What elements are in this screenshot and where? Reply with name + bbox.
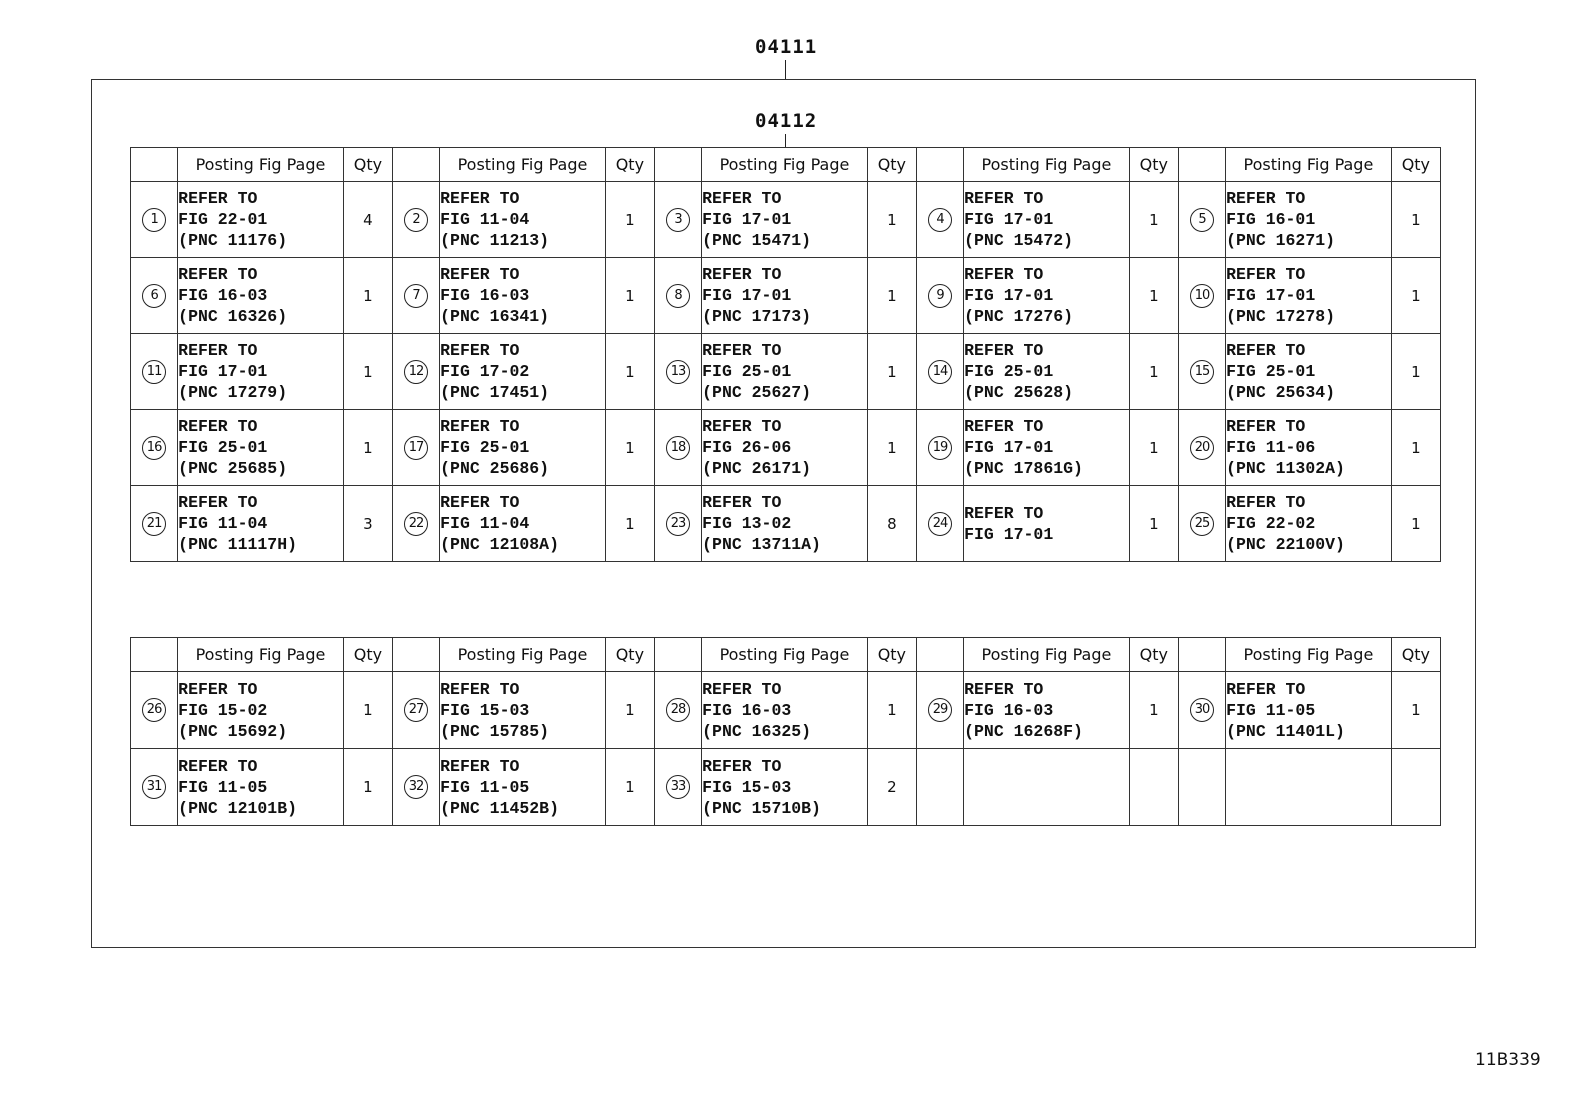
fig-reference: FIG 17-01 <box>178 362 268 381</box>
table-row <box>131 486 1441 562</box>
ref-number-circle: 27 <box>404 698 428 722</box>
pnc-reference: (PNC 16325) <box>702 721 812 741</box>
fig-reference: FIG 17-01 <box>702 286 792 305</box>
ref-number-circle: 20 <box>1190 436 1214 460</box>
posting-fig-page-cell <box>1226 749 1392 826</box>
refer-to-text: REFER TO <box>440 341 520 360</box>
qty-cell: 1 <box>867 182 916 258</box>
posting-fig-page-header: Posting Fig Page <box>178 638 344 672</box>
table-header-row <box>131 148 1441 182</box>
posting-fig-page-cell <box>1226 672 1392 749</box>
parts-reference-table-2 <box>130 637 1441 826</box>
posting-fig-page-cell <box>440 486 606 562</box>
ref-number-circle: 7 <box>404 284 428 308</box>
refer-to-text: REFER TO <box>702 341 782 360</box>
refer-to-text: REFER TO <box>964 189 1044 208</box>
ref-number-cell <box>654 410 701 486</box>
posting-fig-page-cell <box>702 486 868 562</box>
table-header-row <box>131 638 1441 672</box>
inner-leader-line <box>785 134 786 148</box>
fig-reference: FIG 17-01 <box>964 210 1054 229</box>
fig-reference: FIG 11-04 <box>440 514 530 533</box>
posting-fig-page-cell <box>178 410 344 486</box>
ref-number-cell <box>392 749 439 826</box>
qty-cell: 1 <box>605 182 654 258</box>
ref-number-circle: 17 <box>404 436 428 460</box>
qty-cell: 1 <box>1391 672 1440 749</box>
table-row <box>131 334 1441 410</box>
posting-fig-page-cell <box>964 258 1130 334</box>
refer-to-text: REFER TO <box>440 265 520 284</box>
qty-cell: 4 <box>343 182 392 258</box>
ref-number-cell <box>392 334 439 410</box>
pnc-reference: (PNC 13711A) <box>702 535 821 554</box>
fig-reference: FIG 11-05 <box>178 777 268 797</box>
posting-fig-page-cell <box>964 334 1130 410</box>
posting-fig-page-cell <box>440 749 606 826</box>
ref-number-cell <box>392 486 439 562</box>
posting-fig-page-cell <box>178 258 344 334</box>
refer-to-text: REFER TO <box>178 493 258 512</box>
refer-to-text: REFER TO <box>702 265 782 284</box>
qty-cell: 1 <box>867 672 916 749</box>
ref-number-circle: 6 <box>142 284 166 308</box>
pnc-reference: (PNC 25627) <box>702 383 812 402</box>
pnc-reference: (PNC 11302A) <box>1226 459 1345 478</box>
pnc-reference: (PNC 16268F) <box>964 721 1083 741</box>
posting-fig-page-cell <box>178 486 344 562</box>
fig-reference: FIG 15-02 <box>178 700 268 720</box>
posting-fig-page-cell <box>964 672 1130 749</box>
posting-fig-page-header: Posting Fig Page <box>964 148 1130 182</box>
ref-number-circle: 12 <box>404 360 428 384</box>
fig-reference: FIG 17-01 <box>964 286 1054 305</box>
posting-fig-page-cell <box>964 182 1130 258</box>
outer-leader-line <box>785 60 786 79</box>
fig-reference: FIG 15-03 <box>702 777 792 797</box>
pnc-reference: (PNC 16271) <box>1226 231 1336 250</box>
pnc-reference: (PNC 16326) <box>178 307 288 326</box>
ref-number-cell <box>654 486 701 562</box>
posting-fig-page-cell <box>1226 182 1392 258</box>
ref-number-header <box>131 148 178 182</box>
qty-cell: 1 <box>343 334 392 410</box>
qty-header: Qty <box>343 638 392 672</box>
ref-number-cell <box>654 182 701 258</box>
ref-number-header <box>654 148 701 182</box>
pnc-reference: (PNC 11401L) <box>1226 721 1345 741</box>
ref-number-cell <box>916 486 963 562</box>
pnc-reference: (PNC 15692) <box>178 721 288 741</box>
ref-number-circle: 2 <box>404 208 428 232</box>
pnc-reference: (PNC 25686) <box>440 459 550 478</box>
ref-number-circle: 9 <box>928 284 952 308</box>
refer-to-text: REFER TO <box>440 679 520 699</box>
refer-to-text: REFER TO <box>964 265 1044 284</box>
fig-reference: FIG 16-01 <box>1226 210 1316 229</box>
fig-reference: FIG 16-03 <box>440 286 530 305</box>
fig-reference: FIG 13-02 <box>702 514 792 533</box>
posting-fig-page-cell <box>702 334 868 410</box>
table-row <box>131 749 1441 826</box>
refer-to-text: REFER TO <box>964 679 1044 699</box>
posting-fig-page-cell <box>440 182 606 258</box>
figure-code: 11B339 <box>1475 1050 1541 1070</box>
ref-number-circle: 28 <box>666 698 690 722</box>
posting-fig-page-header: Posting Fig Page <box>964 638 1130 672</box>
qty-cell: 1 <box>605 334 654 410</box>
ref-number-cell <box>1178 486 1225 562</box>
refer-to-text: REFER TO <box>1226 679 1306 699</box>
ref-number-circle: 23 <box>666 512 690 536</box>
ref-number-circle: 21 <box>142 512 166 536</box>
refer-to-text: REFER TO <box>702 679 782 699</box>
fig-reference: FIG 25-01 <box>440 438 530 457</box>
refer-to-text: REFER TO <box>1226 265 1306 284</box>
qty-cell: 1 <box>1129 486 1178 562</box>
refer-to-text: REFER TO <box>964 341 1044 360</box>
pnc-reference: (PNC 16341) <box>440 307 550 326</box>
ref-number-circle: 30 <box>1190 698 1214 722</box>
refer-to-text: REFER TO <box>440 493 520 512</box>
ref-number-circle: 13 <box>666 360 690 384</box>
ref-number-header <box>1178 148 1225 182</box>
pnc-reference: (PNC 15710B) <box>702 798 821 818</box>
ref-number-header <box>916 148 963 182</box>
ref-number-cell <box>1178 410 1225 486</box>
ref-number-cell <box>1178 182 1225 258</box>
ref-number-circle: 15 <box>1190 360 1214 384</box>
qty-cell: 1 <box>605 749 654 826</box>
ref-number-circle: 29 <box>928 698 952 722</box>
refer-to-text: REFER TO <box>702 756 782 776</box>
qty-header: Qty <box>343 148 392 182</box>
refer-to-text: REFER TO <box>178 417 258 436</box>
qty-cell: 1 <box>1391 182 1440 258</box>
ref-number-cell <box>131 749 178 826</box>
table-row <box>131 410 1441 486</box>
fig-reference: FIG 15-03 <box>440 700 530 720</box>
pnc-reference: (PNC 17861G) <box>964 459 1083 478</box>
qty-cell: 1 <box>1129 182 1178 258</box>
pnc-reference: (PNC 17279) <box>178 383 288 402</box>
parts-reference-table-1 <box>130 147 1441 562</box>
pnc-reference: (PNC 17276) <box>964 307 1074 326</box>
qty-cell: 1 <box>343 672 392 749</box>
refer-to-text: REFER TO <box>702 417 782 436</box>
fig-reference: FIG 11-04 <box>440 210 530 229</box>
qty-header: Qty <box>867 638 916 672</box>
fig-reference: FIG 11-04 <box>178 514 268 533</box>
refer-to-text: REFER TO <box>178 341 258 360</box>
ref-number-header <box>392 148 439 182</box>
ref-number-circle: 24 <box>928 512 952 536</box>
posting-fig-page-cell <box>178 182 344 258</box>
posting-fig-page-cell <box>440 334 606 410</box>
ref-number-circle: 4 <box>928 208 952 232</box>
ref-number-circle: 1 <box>142 208 166 232</box>
qty-cell: 8 <box>867 486 916 562</box>
posting-fig-page-cell <box>964 486 1130 562</box>
pnc-reference: (PNC 15785) <box>440 721 550 741</box>
ref-number-cell <box>654 672 701 749</box>
fig-reference: FIG 11-05 <box>440 777 530 797</box>
qty-header: Qty <box>1391 638 1440 672</box>
table-row <box>131 182 1441 258</box>
qty-cell: 3 <box>343 486 392 562</box>
ref-number-circle: 5 <box>1190 208 1214 232</box>
refer-to-text: REFER TO <box>1226 341 1306 360</box>
posting-fig-page-cell <box>964 410 1130 486</box>
ref-number-cell <box>392 182 439 258</box>
fig-reference: FIG 26-06 <box>702 438 792 457</box>
ref-number-circle: 14 <box>928 360 952 384</box>
posting-fig-page-header: Posting Fig Page <box>178 148 344 182</box>
refer-to-text: REFER TO <box>178 679 258 699</box>
ref-number-cell <box>1178 334 1225 410</box>
ref-number-circle: 8 <box>666 284 690 308</box>
ref-number-cell <box>1178 258 1225 334</box>
posting-fig-page-cell <box>702 749 868 826</box>
ref-number-cell <box>131 486 178 562</box>
fig-reference: FIG 16-03 <box>964 700 1054 720</box>
refer-to-text: REFER TO <box>440 756 520 776</box>
refer-to-text: REFER TO <box>178 756 258 776</box>
pnc-reference: (PNC 26171) <box>702 459 812 478</box>
refer-to-text: REFER TO <box>964 503 1044 523</box>
qty-cell: 1 <box>1129 672 1178 749</box>
ref-number-cell <box>916 334 963 410</box>
qty-cell: 1 <box>343 410 392 486</box>
ref-number-circle: 22 <box>404 512 428 536</box>
qty-header: Qty <box>1129 638 1178 672</box>
inner-assembly-code: 04112 <box>755 110 818 132</box>
pnc-reference: (PNC 17173) <box>702 307 812 326</box>
ref-number-circle: 31 <box>142 775 166 799</box>
pnc-reference: (PNC 11452B) <box>440 798 559 818</box>
ref-number-header <box>654 638 701 672</box>
ref-number-circle: 11 <box>142 360 166 384</box>
ref-number-cell <box>654 749 701 826</box>
posting-fig-page-header: Posting Fig Page <box>702 148 868 182</box>
posting-fig-page-header: Posting Fig Page <box>440 638 606 672</box>
posting-fig-page-header: Posting Fig Page <box>440 148 606 182</box>
qty-cell: 1 <box>605 672 654 749</box>
qty-cell: 1 <box>1391 334 1440 410</box>
qty-header: Qty <box>605 148 654 182</box>
fig-reference: FIG 17-01 <box>964 524 1054 544</box>
qty-header: Qty <box>1129 148 1178 182</box>
posting-fig-page-cell <box>1226 486 1392 562</box>
ref-number-circle: 32 <box>404 775 428 799</box>
qty-cell: 1 <box>1129 410 1178 486</box>
posting-fig-page-cell <box>178 672 344 749</box>
ref-number-cell <box>392 410 439 486</box>
refer-to-text: REFER TO <box>1226 493 1306 512</box>
posting-fig-page-header: Posting Fig Page <box>1226 638 1392 672</box>
qty-cell: 1 <box>1129 334 1178 410</box>
outer-assembly-code: 04111 <box>755 36 818 58</box>
posting-fig-page-header: Posting Fig Page <box>702 638 868 672</box>
fig-reference: FIG 17-02 <box>440 362 530 381</box>
refer-to-text: REFER TO <box>178 265 258 284</box>
fig-reference: FIG 16-03 <box>178 286 268 305</box>
ref-number-cell <box>1178 749 1225 826</box>
qty-header: Qty <box>867 148 916 182</box>
qty-cell: 1 <box>867 410 916 486</box>
qty-cell: 1 <box>343 749 392 826</box>
ref-number-cell <box>916 749 963 826</box>
fig-reference: FIG 22-02 <box>1226 514 1316 533</box>
posting-fig-page-cell <box>702 258 868 334</box>
qty-cell: 1 <box>605 486 654 562</box>
posting-fig-page-cell <box>178 749 344 826</box>
qty-cell: 1 <box>1391 486 1440 562</box>
pnc-reference: (PNC 25685) <box>178 459 288 478</box>
ref-number-header <box>131 638 178 672</box>
fig-reference: FIG 17-01 <box>1226 286 1316 305</box>
fig-reference: FIG 25-01 <box>964 362 1054 381</box>
fig-reference: FIG 11-06 <box>1226 438 1316 457</box>
ref-number-cell <box>654 334 701 410</box>
posting-fig-page-header: Posting Fig Page <box>1226 148 1392 182</box>
fig-reference: FIG 16-03 <box>702 700 792 720</box>
pnc-reference: (PNC 12101B) <box>178 798 297 818</box>
qty-cell: 1 <box>605 410 654 486</box>
ref-number-circle: 26 <box>142 698 166 722</box>
fig-reference: FIG 22-01 <box>178 210 268 229</box>
qty-header: Qty <box>605 638 654 672</box>
pnc-reference: (PNC 11176) <box>178 231 288 250</box>
qty-header: Qty <box>1391 148 1440 182</box>
pnc-reference: (PNC 15471) <box>702 231 812 250</box>
ref-number-circle: 10 <box>1190 284 1214 308</box>
pnc-reference: (PNC 12108A) <box>440 535 559 554</box>
qty-cell: 1 <box>867 258 916 334</box>
qty-cell: 1 <box>1129 258 1178 334</box>
ref-number-cell <box>131 182 178 258</box>
fig-reference: FIG 11-05 <box>1226 700 1316 720</box>
posting-fig-page-cell <box>178 334 344 410</box>
qty-cell <box>1129 749 1178 826</box>
pnc-reference: (PNC 25628) <box>964 383 1074 402</box>
ref-number-cell <box>654 258 701 334</box>
qty-cell: 1 <box>343 258 392 334</box>
table-row <box>131 672 1441 749</box>
posting-fig-page-cell <box>702 182 868 258</box>
ref-number-cell <box>131 334 178 410</box>
posting-fig-page-cell <box>440 258 606 334</box>
fig-reference: FIG 17-01 <box>964 438 1054 457</box>
pnc-reference: (PNC 17278) <box>1226 307 1336 326</box>
ref-number-circle: 16 <box>142 436 166 460</box>
ref-number-cell <box>131 672 178 749</box>
posting-fig-page-cell <box>702 410 868 486</box>
posting-fig-page-cell <box>964 749 1130 826</box>
posting-fig-page-cell <box>1226 258 1392 334</box>
ref-number-cell <box>916 258 963 334</box>
posting-fig-page-cell <box>1226 334 1392 410</box>
fig-reference: FIG 25-01 <box>1226 362 1316 381</box>
ref-number-cell <box>131 258 178 334</box>
refer-to-text: REFER TO <box>702 493 782 512</box>
ref-number-header <box>916 638 963 672</box>
refer-to-text: REFER TO <box>440 417 520 436</box>
table-row <box>131 258 1441 334</box>
posting-fig-page-cell <box>1226 410 1392 486</box>
fig-reference: FIG 17-01 <box>702 210 792 229</box>
ref-number-header <box>392 638 439 672</box>
ref-number-circle: 18 <box>666 436 690 460</box>
qty-cell: 1 <box>867 334 916 410</box>
qty-cell: 1 <box>1391 258 1440 334</box>
pnc-reference: (PNC 25634) <box>1226 383 1336 402</box>
posting-fig-page-cell <box>440 410 606 486</box>
posting-fig-page-cell <box>702 672 868 749</box>
ref-number-cell <box>916 410 963 486</box>
ref-number-circle: 3 <box>666 208 690 232</box>
ref-number-cell <box>131 410 178 486</box>
qty-cell: 2 <box>867 749 916 826</box>
pnc-reference: (PNC 22100V) <box>1226 535 1345 554</box>
refer-to-text: REFER TO <box>1226 417 1306 436</box>
ref-number-cell <box>1178 672 1225 749</box>
refer-to-text: REFER TO <box>964 417 1044 436</box>
pnc-reference: (PNC 17451) <box>440 383 550 402</box>
ref-number-header <box>1178 638 1225 672</box>
ref-number-circle: 25 <box>1190 512 1214 536</box>
pnc-reference: (PNC 15472) <box>964 231 1074 250</box>
ref-number-cell <box>392 258 439 334</box>
ref-number-cell <box>392 672 439 749</box>
pnc-reference: (PNC 11213) <box>440 231 550 250</box>
refer-to-text: REFER TO <box>440 189 520 208</box>
refer-to-text: REFER TO <box>178 189 258 208</box>
refer-to-text: REFER TO <box>1226 189 1306 208</box>
qty-cell: 1 <box>605 258 654 334</box>
fig-reference: FIG 25-01 <box>702 362 792 381</box>
ref-number-circle: 19 <box>928 436 952 460</box>
qty-cell: 1 <box>1391 410 1440 486</box>
ref-number-circle: 33 <box>666 775 690 799</box>
ref-number-cell <box>916 672 963 749</box>
fig-reference: FIG 25-01 <box>178 438 268 457</box>
ref-number-cell <box>916 182 963 258</box>
qty-cell <box>1391 749 1440 826</box>
pnc-reference: (PNC 11117H) <box>178 535 297 554</box>
refer-to-text: REFER TO <box>702 189 782 208</box>
posting-fig-page-cell <box>440 672 606 749</box>
